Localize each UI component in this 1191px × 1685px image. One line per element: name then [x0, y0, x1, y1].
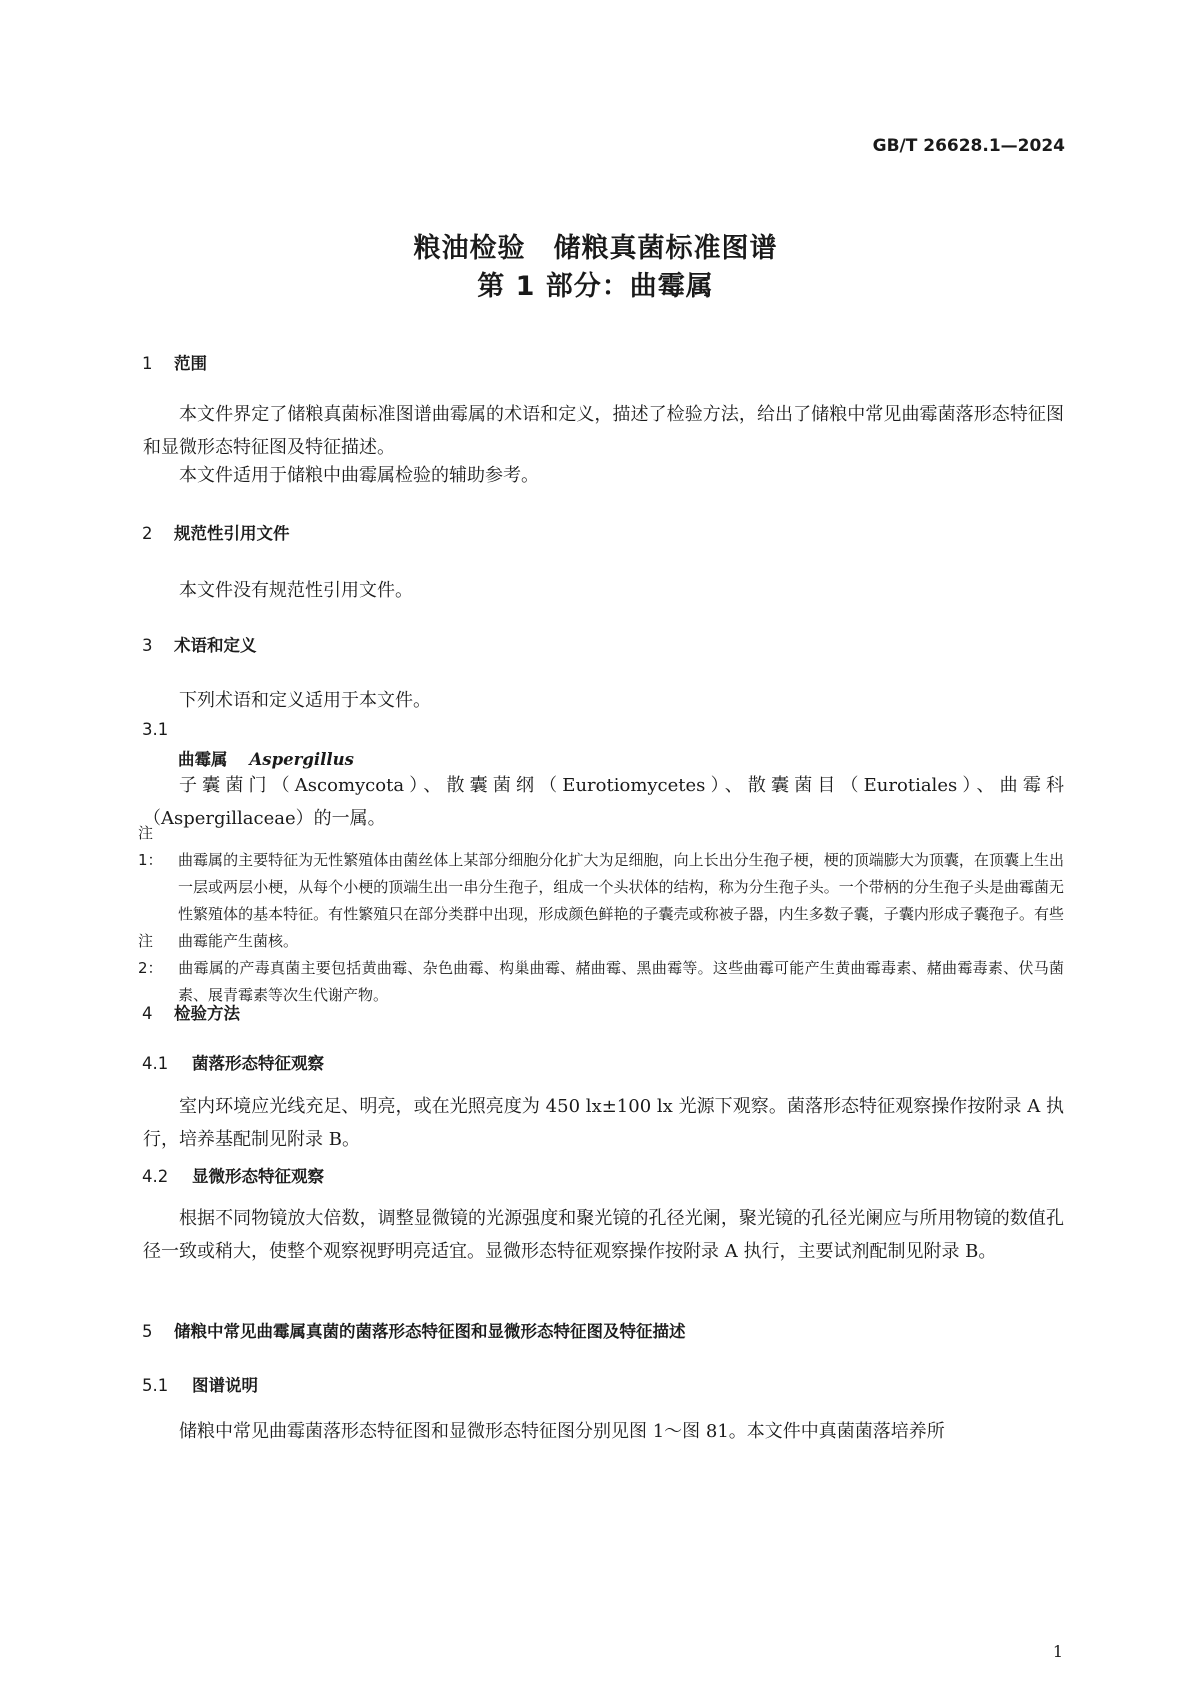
- page-number: 1: [1052, 1642, 1063, 1661]
- section-2-number: 2: [142, 524, 153, 543]
- note-1-text: 曲霉属的主要特征为无性繁殖体由菌丝体上某部分细胞分化扩大为足细胞，向上长出分生孢子梗，梗的顶端膨大为顶囊，在顶囊上生出一层或两层小梗，从每个小梗的顶端生出一串分生孢子，组成一个头状体的结构，称为分生孢子头。一个带柄的分生孢子头是曲霉菌无性繁殖体的基本特征。有性繁殖只在部分类群中出现，形成颜色鲜艳的子囊壳或称被子器，内生多数子囊，子囊内形成子囊孢子。有些曲霉能产生菌核。: [178, 851, 1064, 950]
- section-4-1-heading: [142, 1050, 324, 1074]
- section-4-2-number: 4.2: [142, 1167, 169, 1186]
- term-latin: Aspergillus: [249, 750, 354, 769]
- section-2-title: 规范性引用文件: [174, 524, 290, 543]
- section-3-title: 术语和定义: [174, 636, 257, 655]
- section-1-heading: [142, 350, 207, 374]
- section-5-1-paragraph: 储粮中常见曲霉菌落形态特征图和显微形态特征图分别见图 1～图 81。本文件中真菌菌落培养所: [179, 1421, 945, 1442]
- document-title-line1: 粮油检验 储粮真菌标准图谱: [413, 233, 778, 264]
- section-2-heading: [142, 520, 290, 544]
- term-definition: 子囊菌门（Ascomycota）、散囊菌纲（Eurotiomycetes）、散囊菌目（Eurotiales）、曲霉科（Aspergillaceae）的一属。: [143, 775, 1064, 829]
- section-5-title: 储粮中常见曲霉属真菌的菌落形态特征图和显微形态特征图及特征描述: [174, 1322, 686, 1341]
- section-5-1-number: 5.1: [142, 1376, 169, 1395]
- document-title-line2: 第 1 部分：曲霉属: [477, 271, 714, 302]
- section-4-2-paragraph: 根据不同物镜放大倍数，调整显微镜的光源强度和聚光镜的孔径光阑，聚光镜的孔径光阑应与所用物镜的数值孔径一致或稍大，使整个观察视野明亮适宜。显微形态特征观察操作按附录 A 执行，主要试剂配制见附录 B。: [143, 1208, 1064, 1262]
- section-4-heading: [142, 1000, 240, 1024]
- section-5-number: 5: [142, 1322, 153, 1341]
- section-4-2-title: 显微形态特征观察: [192, 1167, 324, 1186]
- standard-number: GB/T 26628.1—2024: [872, 136, 1065, 156]
- section-5-1-title: 图谱说明: [192, 1376, 258, 1395]
- note-2-text: 曲霉属的产毒真菌主要包括黄曲霉、杂色曲霉、构巢曲霉、赭曲霉、黑曲霉等。这些曲霉可能产生黄曲霉毒素、赭曲霉毒素、伏马菌素、展青霉素等次生代谢产物。: [178, 959, 1064, 1004]
- term-number: 3.1: [142, 720, 169, 739]
- section-5-heading: [142, 1318, 686, 1342]
- section-1-number: 1: [142, 354, 153, 373]
- section-1-title: 范围: [174, 354, 207, 373]
- term-chinese: 曲霉属: [178, 750, 228, 769]
- note-2-label: 注 2：: [138, 932, 163, 977]
- section-5-1-heading: [142, 1372, 258, 1396]
- section-4-1-paragraph: 室内环境应光线充足、明亮，或在光照亮度为 450 lx±100 lx 光源下观察。菌落形态特征观察操作按附录 A 执行，培养基配制见附录 B。: [143, 1096, 1064, 1150]
- section-3-number: 3: [142, 636, 153, 655]
- term-entry: [178, 746, 354, 770]
- section-4-number: 4: [142, 1004, 153, 1023]
- section-4-title: 检验方法: [174, 1004, 240, 1023]
- section-2-paragraph: 本文件没有规范性引用文件。: [179, 580, 413, 601]
- note-1-label: 注 1：: [138, 824, 163, 869]
- section-3-heading: [142, 632, 257, 656]
- section-4-1-title: 菌落形态特征观察: [192, 1054, 324, 1073]
- section-4-1-number: 4.1: [142, 1054, 169, 1073]
- section-1-paragraph-2: 本文件适用于储粮中曲霉属检验的辅助参考。: [179, 465, 539, 486]
- section-3-paragraph: 下列术语和定义适用于本文件。: [179, 690, 431, 711]
- note-2: [138, 928, 1064, 1009]
- section-1-paragraph-1: 本文件界定了储粮真菌标准图谱曲霉属的术语和定义，描述了检验方法，给出了储粮中常见曲霉菌落形态特征图和显微形态特征图及特征描述。: [143, 404, 1064, 458]
- section-4-2-heading: [142, 1163, 324, 1187]
